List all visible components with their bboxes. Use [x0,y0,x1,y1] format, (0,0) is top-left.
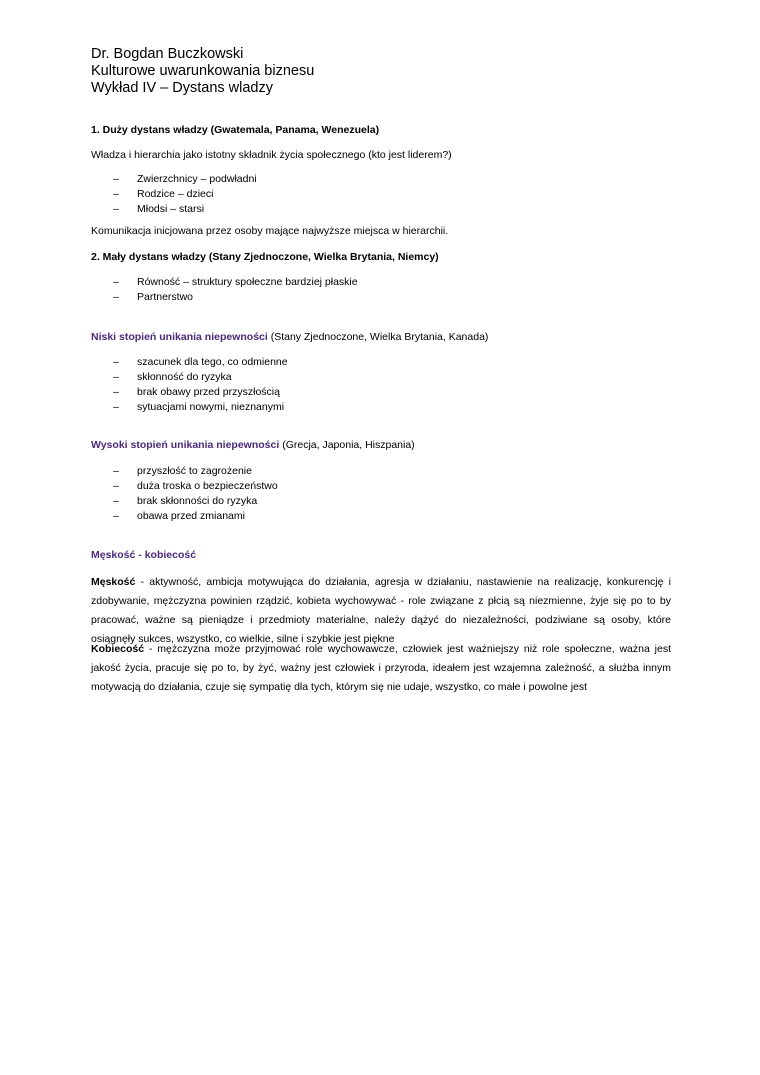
list-item: – Zwierzchnicy – podwładni [113,173,257,185]
section3-heading-term: Niski stopień unikania niepewności [91,331,268,343]
section3-heading [91,331,488,343]
list-item: – sytuacjami nowymi, nieznanymi [113,401,285,413]
section3-list [91,355,288,415]
list-item: – Rodzice – dzieci [113,188,214,200]
masculinity-text: - aktywność, ambicja motywująca do działania, agresja w działaniu, nastawienie na realizację, konkurencję i zdobywanie, mężczyzna powinien rządzić, kobieta wychowywać - role związane z płcią są niezmienne, żyje się po to by pracować, ważne są pieniądze i przedmioty materialne, należy dążyć do niezależności, podziwiane są osoby, które osiągnęły sukces, wszystko, co wielkie, silne i szybkie jest piękne [91,576,671,645]
section4-heading [91,439,415,451]
list-item: – brak skłonności do ryzyka [113,495,258,507]
list-item: – skłonność do ryzyka [113,371,232,383]
list-item: – duża troska o bezpieczeństwo [113,480,278,492]
list-item: – Młodsi – starsi [113,203,205,215]
masculinity-paragraph [91,573,671,649]
section1-heading: 1. Duży dystans władzy (Gwatemala, Panama, Wenezuela) [91,124,380,136]
section2-heading: 2. Mały dystans władzy (Stany Zjednoczone, Wielka Brytania, Niemcy) [91,251,439,263]
femininity-paragraph [91,640,671,697]
list-item: – Równość – struktury społeczne bardziej płaskie [113,276,358,288]
author-line: Dr. Bogdan Buczkowski [91,46,244,62]
femininity-term: Kobiecość [91,643,145,655]
section4-list [91,464,278,524]
section3-heading-countries: (Stany Zjednoczone, Wielka Brytania, Kanada) [267,331,489,343]
section4-heading-term: Wysoki stopień unikania niepewności [91,439,280,451]
section1-list [91,172,257,217]
course-title: Kulturowe uwarunkowania biznesu [91,63,315,79]
list-item: – przyszłość to zagrożenie [113,465,252,477]
list-item: – brak obawy przed przyszłością [113,386,280,398]
masculinity-term: Męskość [91,576,136,588]
section2-list [91,275,358,305]
section4-heading-countries: (Grecja, Japonia, Hiszpania) [279,439,415,451]
section1-intro: Władza i hierarchia jako istotny składnik życia społecznego (kto jest liderem?) [91,149,452,161]
list-item: – obawa przed zmianami [113,510,245,522]
list-item: – szacunek dla tego, co odmienne [113,356,288,368]
femininity-text: - mężczyzna może przyjmować role wychowawcze, człowiek jest ważniejszy niż role społeczne, ważna jest jakość życia, pracuje się po to, by żyć, ważny jest człowiek i przyroda, ideałem jest wzajemna zależność, a służba innym motywacją do działania, czuje się sympatię dla tych, którym się nie udaje, wszystko, co małe i powolne jest [91,643,671,693]
section1-note: Komunikacja inicjowana przez osoby mające najwyższe miejsca w hierarchii. [91,225,449,237]
lecture-title: Wykład IV – Dystans wladzy [91,80,273,96]
list-item: – Partnerstwo [113,291,194,303]
section5-heading: Męskość - kobiecość [91,549,197,561]
